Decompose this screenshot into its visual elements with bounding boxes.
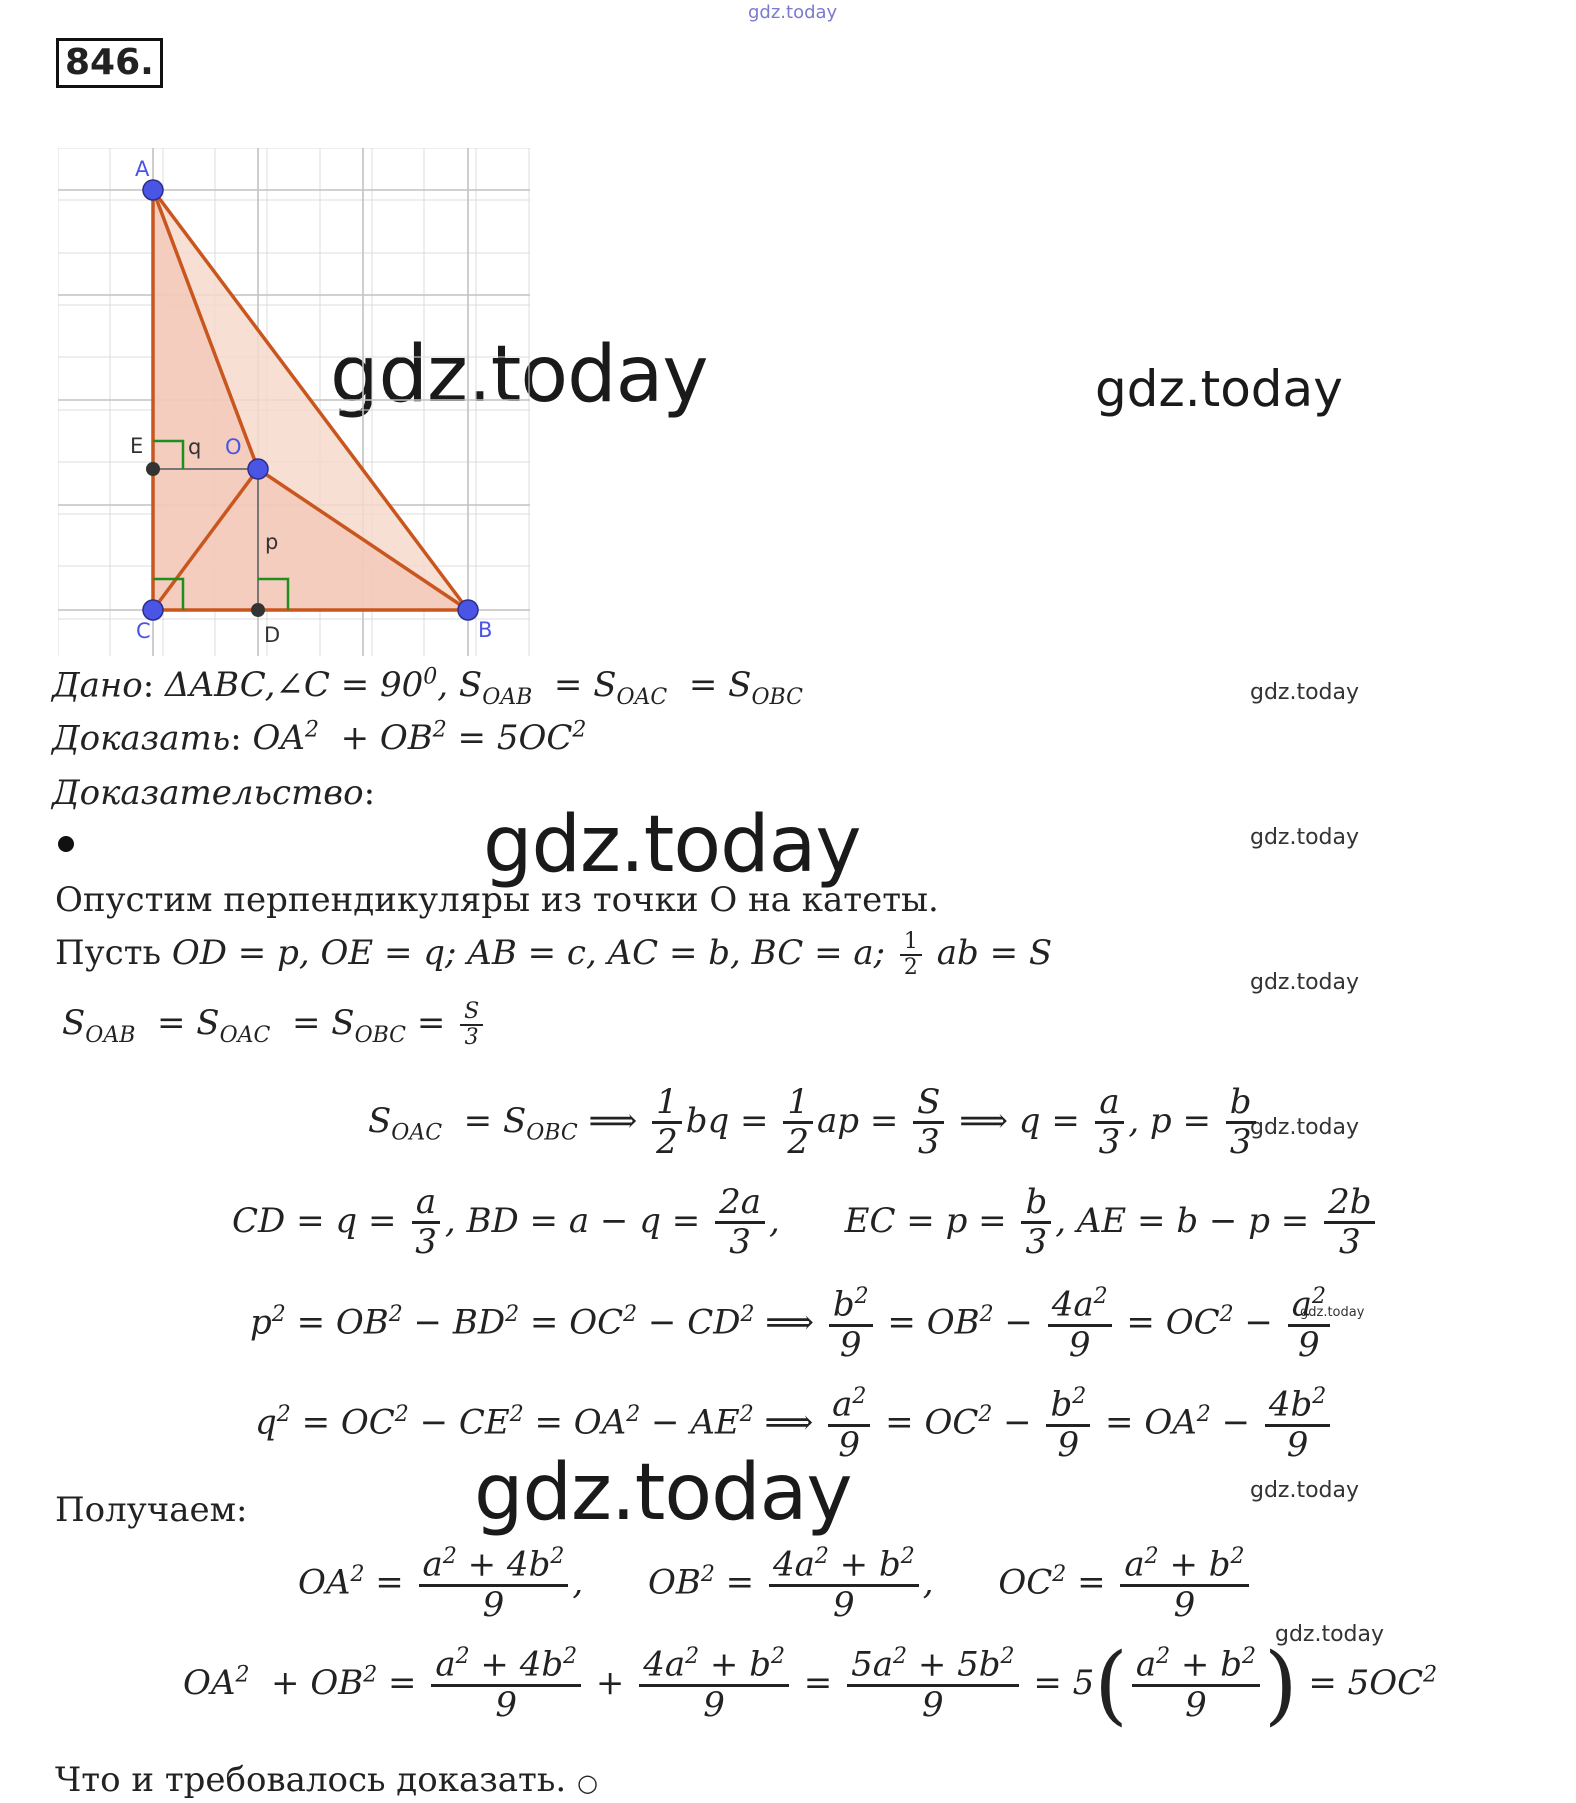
point-b (458, 600, 478, 620)
label-o: O (225, 435, 242, 459)
eq-squares: $OA^2$ = $\frac{a^2 + 4b^2}{9}$ , $OB^2$ = $\frac{4a^2 + b^2}{9}$ , $OC^2$ = $\frac{a^2 + b^2}{9}$ (298, 1545, 1253, 1624)
label-q: q (188, 435, 202, 459)
point-d (251, 603, 265, 617)
label-b: B (478, 618, 493, 642)
eq-final: $OA^2 + OB^2$ = $\frac{a^2 + 4b^2}{9}$ + $\frac{4a^2 + b^2}{9}$ = $\frac{5a^2 + 5b^2}{9}$ = 5( $\frac{a^2 + b^2}{9}$ ) = $5OC^2$ (183, 1635, 1438, 1735)
watermark-small-6: gdz.today (1275, 1622, 1385, 1647)
triangle-figure (58, 148, 530, 656)
label-d: D (264, 623, 281, 647)
circle-icon: ○ (577, 1769, 598, 1797)
conclusion: Что и требовалось доказать. ○ (55, 1760, 598, 1800)
prove-label: Доказать (52, 718, 231, 759)
step-perpendiculars: Опустим перпендикуляры из точки O на катеты. (55, 880, 939, 920)
bullet-icon (58, 836, 74, 852)
problem-number: 846. (56, 38, 163, 88)
label-p: p (265, 530, 279, 554)
proof-heading: Доказательство: (52, 773, 376, 813)
watermark-tiny: gdz.today (1300, 1305, 1365, 1320)
step-let: Пусть OD = p, OE = q; AB = c, AC = b, BC = a; $\frac{1}{2}$ ab = S (55, 929, 1053, 981)
watermark-small-1: gdz.today (1250, 680, 1360, 705)
given-label: Дано (52, 665, 143, 706)
obtain-label: Получаем: (55, 1490, 248, 1530)
watermark-small-3: gdz.today (1250, 970, 1360, 995)
label-c: C (136, 619, 151, 643)
watermark-small-5: gdz.today (1250, 1478, 1360, 1503)
eq-areas: $S_{OAB} = S_{OAC} = S_{OBC}$ = $\frac{S}{3}$ (62, 1000, 487, 1050)
given-line: Дано: ΔABC,∠C = $90^0$, $S_{OAB} = S_{OAC} = S_{OBC}$ (52, 665, 803, 711)
label-a: A (135, 157, 150, 181)
eq-p-squared: $p^2 = OB^2 - BD^2 = OC^2 - CD^2$ ⟹ $\frac{b^2}{9}$ = $OB^2$ − $\frac{4a^2}{9}$ = $OC^2$ − $\frac{a^2}{9}$ (250, 1285, 1334, 1364)
eq-q-p: $S_{OAC} = S_{OBC}$ ⟹ $\frac{1}{2}$ bq = $\frac{1}{2}$ ap = $\frac{S}{3}$ ⟹ q = $\frac{a}{3}$ , p = $\frac{b}{3}$ (368, 1084, 1260, 1162)
watermark-big-2: gdz.today (483, 800, 861, 890)
point-c (143, 600, 163, 620)
point-o (248, 459, 268, 479)
watermark-mid: gdz.today (1095, 360, 1343, 418)
point-a (143, 180, 163, 200)
watermark-small-2: gdz.today (1250, 825, 1360, 850)
point-e (146, 462, 160, 476)
watermark-top: gdz.today (748, 2, 838, 23)
eq-segments: CD = q = $\frac{a}{3}$ , BD = a − q = $\frac{2a}{3}$ , EC = p = $\frac{b}{3}$ , AE = b − p = $\frac{2b}{3}$ (232, 1184, 1379, 1262)
watermark-small-4: gdz.today (1250, 1115, 1360, 1140)
watermark-big-3: gdz.today (474, 1448, 852, 1538)
eq-q-squared: $q^2 = OC^2 - CE^2 = OA^2 - AE^2$ ⟹ $\frac{a^2}{9}$ = $OC^2$ − $\frac{b^2}{9}$ = $OA^2$ − $\frac{4b^2}{9}$ (255, 1385, 1334, 1464)
label-e: E (130, 434, 144, 458)
prove-line: Доказать: $OA^2 + OB^2 = 5OC^2$ (52, 718, 587, 759)
watermark-big-1: gdz.today (330, 330, 708, 420)
